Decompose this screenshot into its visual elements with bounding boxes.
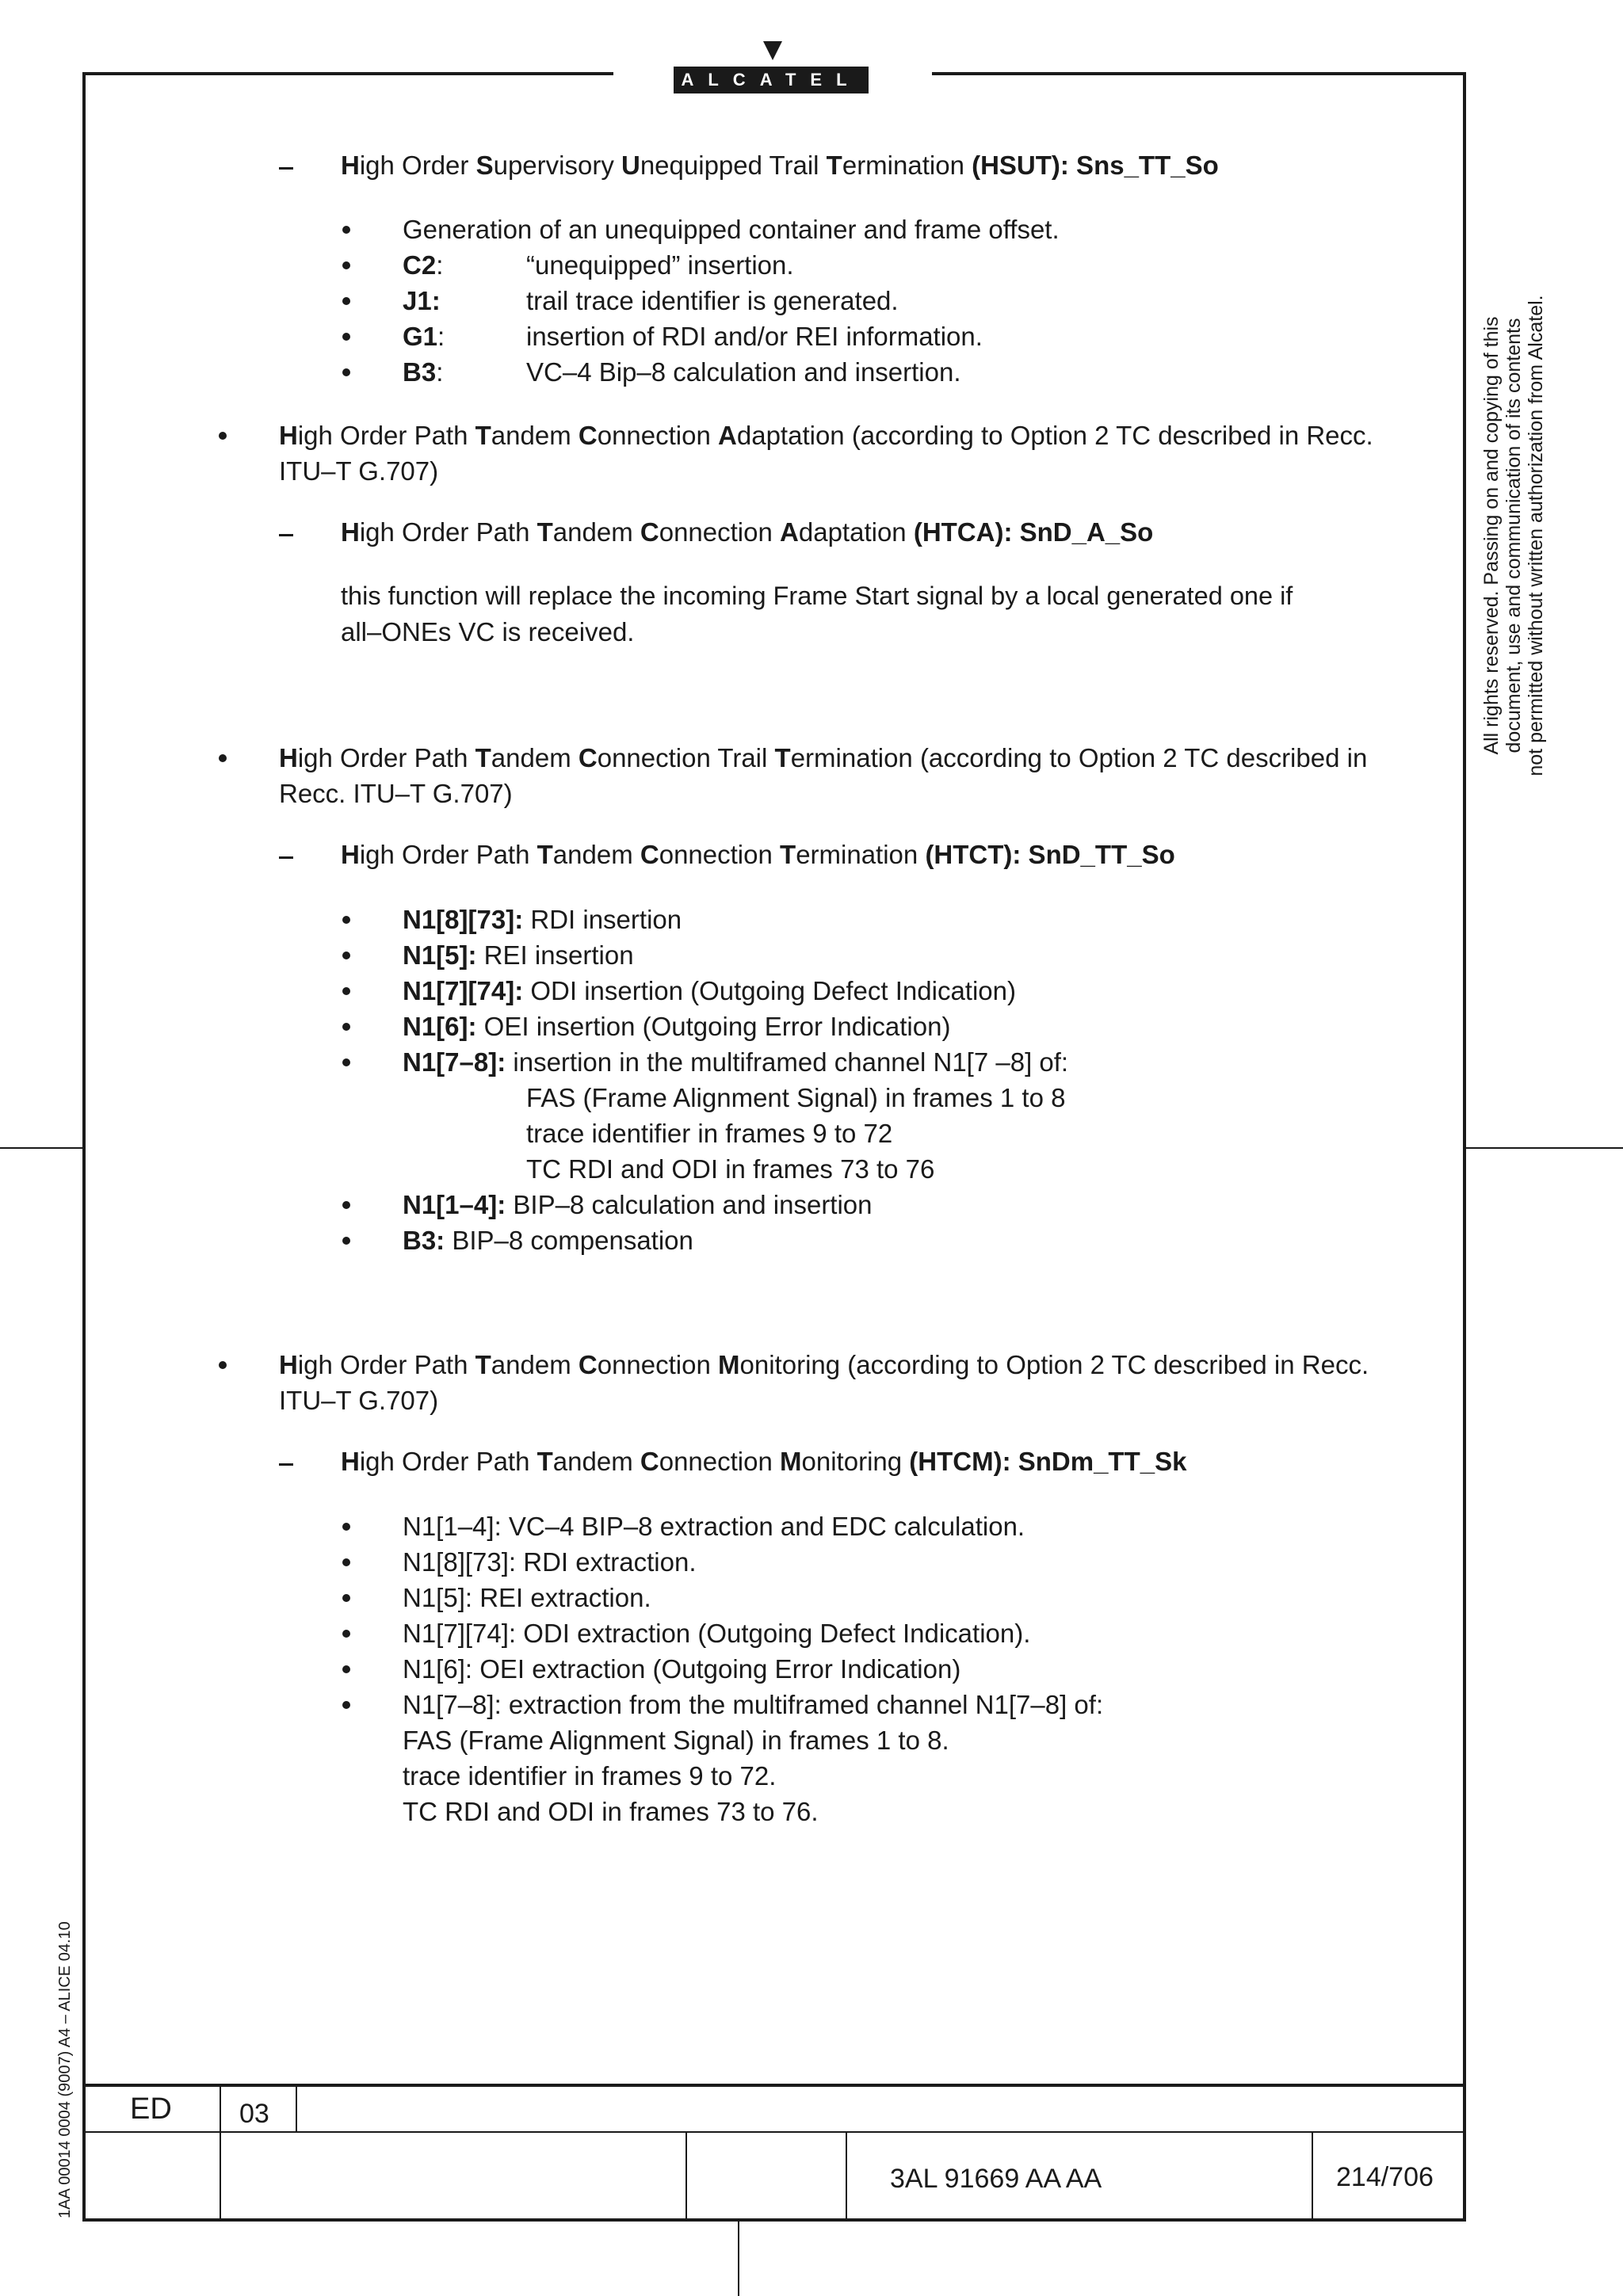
bullet-icon [342, 1630, 350, 1638]
document-number: 3AL 91669 AA AA [890, 2164, 1102, 2194]
bullet-icon [342, 1558, 350, 1566]
bullet-icon [342, 987, 350, 995]
edition-label: ED [130, 2092, 172, 2126]
frame-top-right [932, 72, 1466, 75]
list-item: VC–4 Bip–8 calculation and insertion. [526, 357, 961, 387]
dash-marker [279, 534, 293, 536]
list-item: N1[5]: REI extraction. [403, 1583, 651, 1612]
alcatel-logo: ALCATEL [674, 67, 869, 93]
bullet-icon [219, 1361, 227, 1369]
htcm-heading: High Order Path Tandem Connection Monitoring (HTCM): SnDm_TT_Sk [341, 1447, 1187, 1476]
bullet-icon [342, 1701, 350, 1709]
bullet-icon [342, 297, 350, 305]
list-item-label: J1: [403, 286, 441, 315]
list-item: N1[5]: REI insertion [403, 940, 634, 970]
footer-mid-border [82, 2131, 1466, 2133]
bullet-icon [342, 1201, 350, 1209]
list-item: N1[7–8]: extraction from the multiframed channel N1[7–8] of: [403, 1690, 1104, 1719]
list-item: insertion of RDI and/or REI information. [526, 322, 983, 351]
htct-bullet-line1: High Order Path Tandem Connection Trail Termination (according to Option 2 TC described in [279, 743, 1368, 772]
list-item: N1[1–4]: VC–4 BIP–8 extraction and EDC calculation. [403, 1512, 1025, 1541]
bullet-icon [342, 1237, 350, 1245]
footer-divider [846, 2131, 847, 2220]
list-item: Generation of an unequipped container and frame offset. [403, 215, 1060, 244]
list-item: “unequipped” insertion. [526, 250, 794, 280]
list-item: N1[6]: OEI extraction (Outgoing Error Indication) [403, 1654, 961, 1684]
bullet-icon [342, 226, 350, 234]
list-item: N1[7][74]: ODI extraction (Outgoing Defect Indication). [403, 1619, 1031, 1648]
htcm-bullet-line2: ITU–T G.707) [279, 1386, 439, 1415]
list-item: N1[6]: OEI insertion (Outgoing Error Indication) [403, 1012, 951, 1041]
htct-bullet-line2: Recc. ITU–T G.707) [279, 779, 513, 808]
list-item-label: B3: [403, 357, 444, 387]
list-item: N1[1–4]: BIP–8 calculation and insertion [403, 1190, 873, 1219]
list-item: N1[7–8]: insertion in the multiframed channel N1[7 –8] of: [403, 1047, 1069, 1077]
htcm-bullet-line1: High Order Path Tandem Connection Monitoring (according to Option 2 TC described in Recc. [279, 1350, 1369, 1379]
list-item: B3: BIP–8 compensation [403, 1226, 693, 1255]
hsut-heading: High Order Supervisory Unequipped Trail Termination (HSUT): Sns_TT_So [341, 151, 1219, 180]
edition-value: 03 [239, 2099, 269, 2129]
copyright-notice [1480, 266, 1547, 805]
bullet-icon [342, 333, 350, 341]
dash-marker [279, 167, 293, 170]
bullet-icon [342, 1665, 350, 1673]
footer-top-border [82, 2084, 1466, 2087]
htct-heading: High Order Path Tandem Connection Termination (HTCT): SnD_TT_So [341, 840, 1175, 869]
sub-line: TC RDI and ODI in frames 73 to 76. [403, 1797, 819, 1826]
footer-divider [1312, 2131, 1313, 2220]
footer-divider [296, 2085, 297, 2131]
bullet-icon [342, 952, 350, 959]
bullet-icon [342, 916, 350, 924]
copyright-line: not permitted without written authorization from Alcatel. [1525, 295, 1547, 776]
bullet-icon [342, 1594, 350, 1602]
list-item-label: G1: [403, 322, 445, 351]
htca-paragraph-line1: this function will replace the incoming Frame Start signal by a local generated one if [341, 582, 1293, 610]
frame-top-left [82, 72, 613, 75]
bullet-icon [342, 1023, 350, 1031]
bottom-crop-mark [738, 2222, 739, 2296]
list-item: trail trace identifier is generated. [526, 286, 899, 315]
htca-heading: High Order Path Tandem Connection Adaptation (HTCA): SnD_A_So [341, 517, 1154, 547]
crop-mark-right [1466, 1147, 1623, 1149]
sub-line: trace identifier in frames 9 to 72 [526, 1119, 893, 1148]
footer-divider [220, 2085, 221, 2220]
logo-triangle-icon [763, 41, 782, 60]
list-item: N1[8][73]: RDI extraction. [403, 1547, 697, 1577]
dash-marker [279, 856, 293, 859]
sub-line: TC RDI and ODI in frames 73 to 76 [526, 1154, 935, 1184]
footer-bottom-border [82, 2218, 1466, 2222]
list-item-label: C2: [403, 250, 444, 280]
bullet-icon [342, 1523, 350, 1531]
bullet-icon [219, 754, 227, 762]
copyright-line: document, use and communication of its contents [1503, 318, 1525, 753]
bullet-icon [342, 368, 350, 376]
bullet-icon [342, 1058, 350, 1066]
copyright-line: All rights reserved. Passing on and copying of this [1480, 316, 1503, 755]
sub-line: FAS (Frame Alignment Signal) in frames 1 to 8 [526, 1083, 1066, 1112]
bullet-icon [342, 261, 350, 269]
frame-left [82, 72, 86, 2222]
bullet-icon [219, 432, 227, 440]
htca-bullet-line2: ITU–T G.707) [279, 456, 439, 486]
sub-line: FAS (Frame Alignment Signal) in frames 1 to 8. [403, 1726, 949, 1755]
htca-paragraph-line2: all–ONEs VC is received. [341, 617, 635, 646]
form-code: 1AA 00014 0004 (9007) A4 – ALICE 04.10 [56, 1921, 74, 2218]
list-item: N1[7][74]: ODI insertion (Outgoing Defect Indication) [403, 976, 1016, 1005]
footer-divider [685, 2131, 687, 2220]
crop-mark-left [0, 1147, 82, 1149]
page-number: 214/706 [1336, 2162, 1434, 2192]
htca-bullet-line1: High Order Path Tandem Connection Adaptation (according to Option 2 TC described in Recc. [279, 421, 1373, 450]
sub-line: trace identifier in frames 9 to 72. [403, 1761, 777, 1791]
list-item: N1[8][73]: RDI insertion [403, 905, 682, 934]
dash-marker [279, 1463, 293, 1466]
